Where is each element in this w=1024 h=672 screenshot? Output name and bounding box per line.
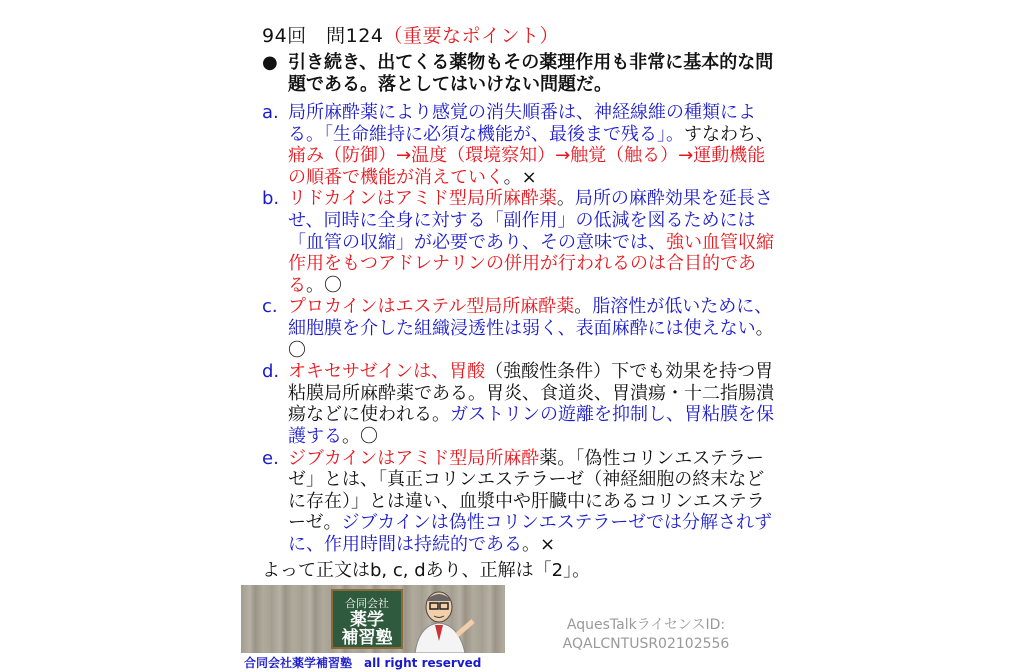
license-line2: AQALCNTUSR02102556 <box>562 636 730 652</box>
item-text-segment: 。× <box>503 166 537 188</box>
lead-text: 引き続き、出てくる薬物もその薬理作用も非常に基本的な問題である。落としてはいけない問題だ。 <box>288 52 774 95</box>
item-text-segment: 局所麻酔薬により感覚の消失順番は、神経線維の種類による。「生命維持に必須な機能が、最後まで残る」。 <box>288 102 756 145</box>
answer-item <box>262 448 782 556</box>
title-main: 94回 問124 <box>262 25 384 47</box>
answer-item <box>262 361 782 447</box>
company-copyright: 合同会社薬学補習塾 all right reserved <box>244 656 482 670</box>
item-label: d. <box>262 361 280 383</box>
item-label: e. <box>262 447 279 469</box>
license-info <box>556 616 736 654</box>
answer-item <box>262 188 782 296</box>
item-text-segment: プロカインはエステル型局所麻酔薬 <box>288 296 575 318</box>
item-text-segment: 脂溶性が低いために、細胞膜を介した組織浸透性は弱く、表面麻酔には使えない <box>288 296 773 339</box>
answer-items <box>262 102 782 555</box>
answer-item <box>262 296 782 361</box>
item-text-segment: 痛み（防御）→温度（環境察知）→触覚（触る）→運動機能の順番で機能が消えていく <box>288 145 766 188</box>
item-text-segment: ガストリンの遊離を抑制し、胃粘膜を保護する <box>288 404 774 447</box>
teacher-illustration <box>407 585 477 653</box>
item-text-segment: ジブカインは偽性コリンエステラーゼでは分解されずに、作用時間は持続的である <box>288 512 773 555</box>
item-text-segment: 。 <box>574 296 593 318</box>
logo-board-line1: 薬学 <box>350 610 384 630</box>
item-text-segment: 。〇 <box>306 274 342 296</box>
item-text-segment: 。〇 <box>342 425 378 447</box>
item-text-segment: 局所の麻酔効果を延長させ、同時に全身に対する「副作用」の低減を図るためには「血管の収縮」が必要であり、その意味では、 <box>288 188 773 253</box>
item-label: c. <box>262 296 278 318</box>
item-label: b. <box>262 188 280 210</box>
item-text-segment: 。 <box>556 188 575 210</box>
logo-blackboard <box>331 589 403 649</box>
item-text-segment: オキセサゼインは、胃酸 <box>288 361 486 383</box>
bullet-icon: ● <box>262 52 278 73</box>
item-text-segment: すなわち、 <box>684 123 774 145</box>
item-text-segment: リドカインはアミド型局所麻酔薬 <box>288 188 557 210</box>
logo-board-small: 合同会社 <box>345 597 389 610</box>
company-logo <box>241 585 505 653</box>
item-text-segment: 。〇 <box>288 317 774 361</box>
item-text-segment: 強い血管収縮作用をもつアドレナリンの併用が行われるのは合目的である <box>288 231 774 296</box>
item-text-segment: ジブカインはアミド型局所麻酔 <box>288 447 540 469</box>
item-text-segment: （強酸性条件）下でも効果を持つ胃粘膜局所麻酔薬である。胃炎、食道炎、胃潰瘍・十二指腸潰瘍などに使われる。 <box>288 361 774 426</box>
page-title <box>262 21 559 48</box>
answer-item <box>262 102 782 188</box>
title-highlight: （重要なポイント） <box>383 25 559 47</box>
logo-board-line2: 補習塾 <box>341 628 393 648</box>
conclusion: よって正文はb, c, dあり、正解は「2」。 <box>262 560 591 581</box>
item-label: a. <box>262 102 279 123</box>
license-line1: AquesTalkライセンスID: <box>566 617 726 633</box>
item-text-segment: 。× <box>522 533 556 555</box>
item-text-segment: 薬。「偽性コリンエステラーゼ」とは、「真正コリンエステラーゼ（神経細胞の終末などに存在）」とは違い、血漿中や肝臓中にあるコリンエステラーゼ。 <box>288 447 765 534</box>
lead-paragraph <box>262 52 782 96</box>
